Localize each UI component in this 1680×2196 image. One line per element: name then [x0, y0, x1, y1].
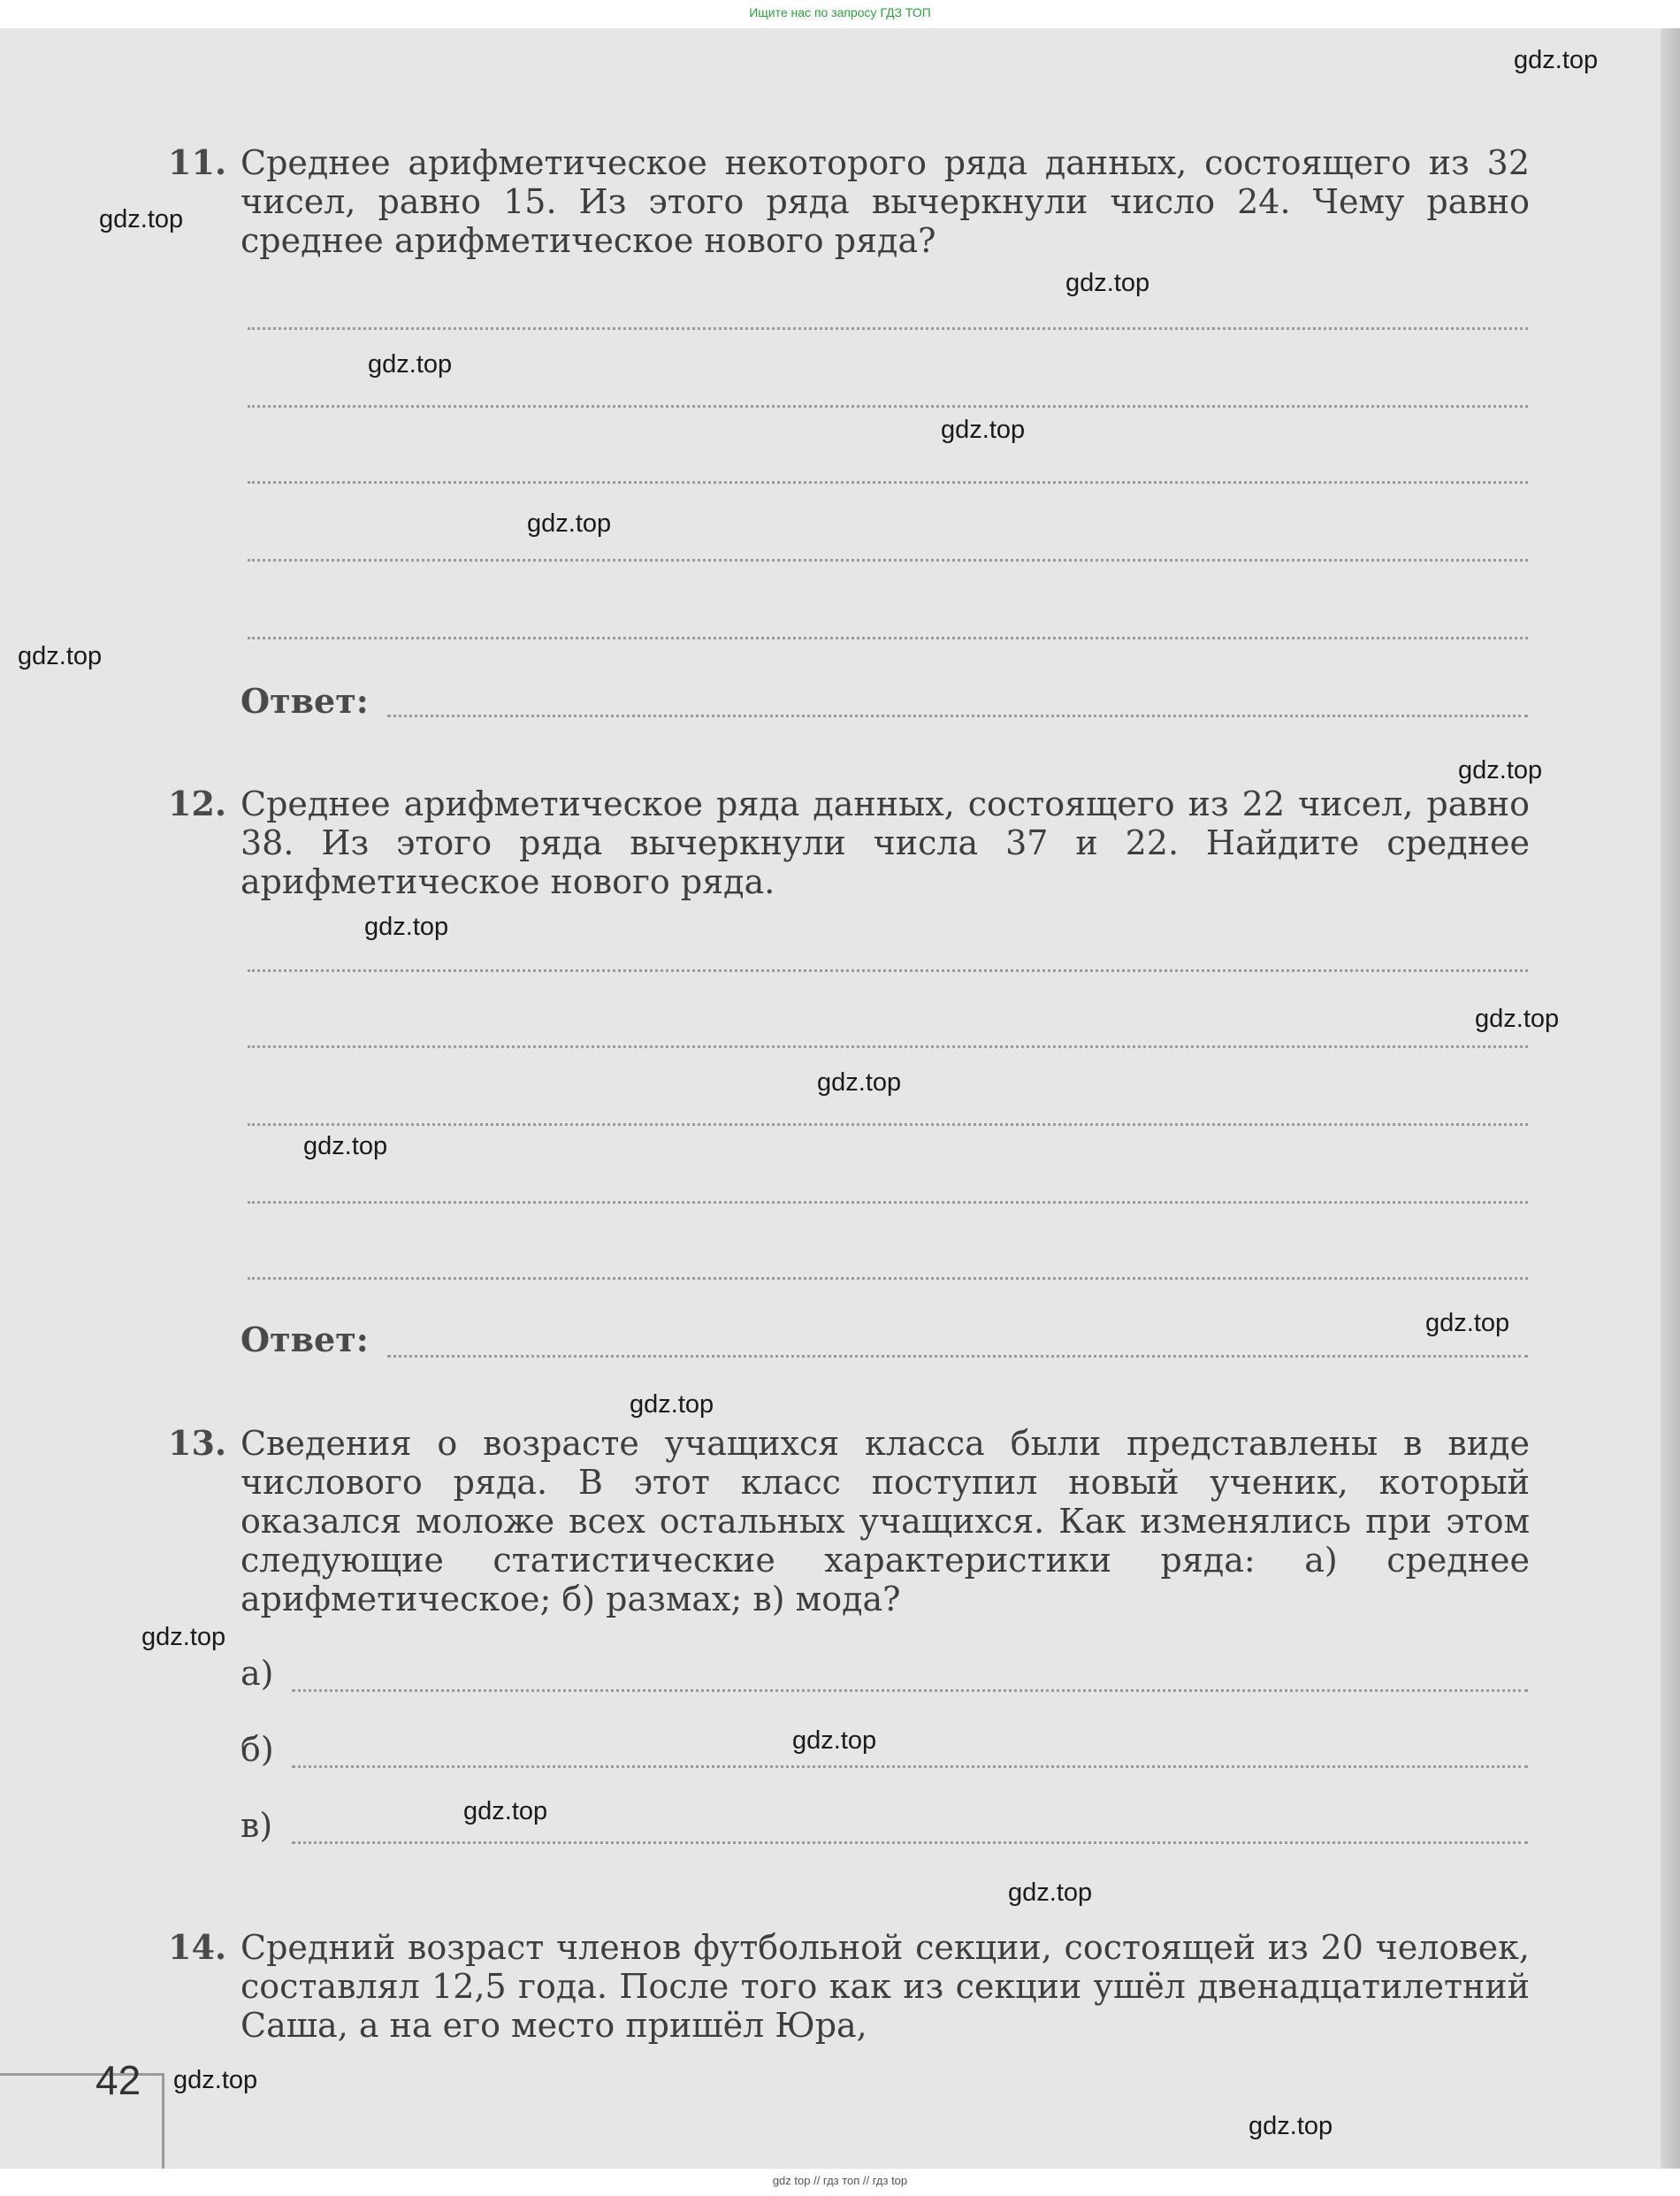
sub-label-b: б) [241, 1730, 274, 1769]
watermark: gdz.top [1425, 1309, 1510, 1337]
answer-label: Ответ: [241, 1320, 369, 1359]
task-13 [168, 1424, 1530, 1618]
watermark: gdz.top [1008, 1878, 1093, 1907]
task-number: 14. [168, 1927, 227, 1967]
watermark: gdz.top [792, 1726, 877, 1755]
task-number: 13. [168, 1423, 227, 1463]
task-text: Среднее арифметическое некоторого ряда данных, состоящего из 32 чисел, равно 15. Из этого ряда вычеркнули число 24. Чему равно среднее арифметическое нового ряда? [241, 143, 1530, 260]
watermark: gdz.top [941, 416, 1026, 444]
watermark: gdz.top [368, 350, 453, 379]
answer-line[interactable] [248, 405, 1528, 408]
answer-line[interactable] [248, 559, 1528, 562]
sub-label-a: а) [241, 1654, 274, 1693]
watermark: gdz.top [1458, 756, 1543, 784]
answer-line[interactable] [248, 327, 1528, 330]
watermark: gdz.top [173, 2066, 258, 2094]
answer-label: Ответ: [241, 681, 369, 721]
watermark: gdz.top [630, 1390, 714, 1419]
answer-field-b[interactable] [292, 1765, 1528, 1768]
task-12 [168, 784, 1530, 901]
watermark: gdz.top [1514, 46, 1599, 74]
watermark: gdz.top [141, 1623, 226, 1651]
task-11 [168, 143, 1530, 260]
task-text: Средний возраст членов футбольной секции, состоящей из 20 человек, составлял 12,5 года. После того как из секции ушёл двенадцатилетний Саша, а на его место пришёл Юра, [241, 1928, 1530, 2045]
answer-field-c[interactable] [292, 1841, 1528, 1844]
sub-label-c: в) [241, 1806, 273, 1845]
bottom-banner: gdz top // гдз топ // гдз top [772, 2174, 908, 2187]
task-text: Сведения о возрасте учащихся класса были представлены в виде числового ряда. В этот класс поступил новый ученик, который оказался моложе всех остальных учащихся. Как изменялись при этом следующие статистические характеристики ряда: а) среднее арифметическое; б) размах; в) мода? [241, 1424, 1530, 1618]
page-edge [1661, 28, 1680, 2169]
task-text: Среднее арифметическое ряда данных, состоящего из 22 чисел, равно 38. Из этого ряда вычеркнули числа 37 и 22. Найдите среднее арифметическое нового ряда. [241, 784, 1530, 901]
watermark: gdz.top [463, 1797, 548, 1825]
watermark: gdz.top [527, 509, 612, 538]
answer-field[interactable] [387, 715, 1528, 717]
answer-field-a[interactable] [292, 1689, 1528, 1692]
watermark: gdz.top [303, 1132, 388, 1160]
answer-line[interactable] [248, 637, 1528, 639]
answer-line[interactable] [248, 969, 1528, 972]
workbook-page [0, 28, 1680, 2169]
answer-line[interactable] [248, 1277, 1528, 1280]
top-banner: Ищите нас по запросу ГДЗ ТОП [749, 5, 931, 19]
watermark: gdz.top [99, 205, 184, 233]
task-number: 11. [168, 142, 227, 182]
answer-line[interactable] [248, 1201, 1528, 1204]
answer-line[interactable] [248, 1123, 1528, 1126]
watermark: gdz.top [1475, 1005, 1560, 1033]
answer-line[interactable] [248, 481, 1528, 484]
watermark: gdz.top [18, 642, 103, 670]
watermark: gdz.top [1249, 2112, 1333, 2140]
page-number: 42 [95, 2057, 141, 2103]
task-number: 12. [168, 784, 227, 823]
watermark: gdz.top [364, 913, 449, 941]
watermark: gdz.top [817, 1068, 902, 1097]
watermark: gdz.top [1065, 269, 1150, 297]
task-14 [168, 1928, 1530, 2045]
answer-line[interactable] [248, 1045, 1528, 1048]
answer-field[interactable] [387, 1355, 1528, 1358]
